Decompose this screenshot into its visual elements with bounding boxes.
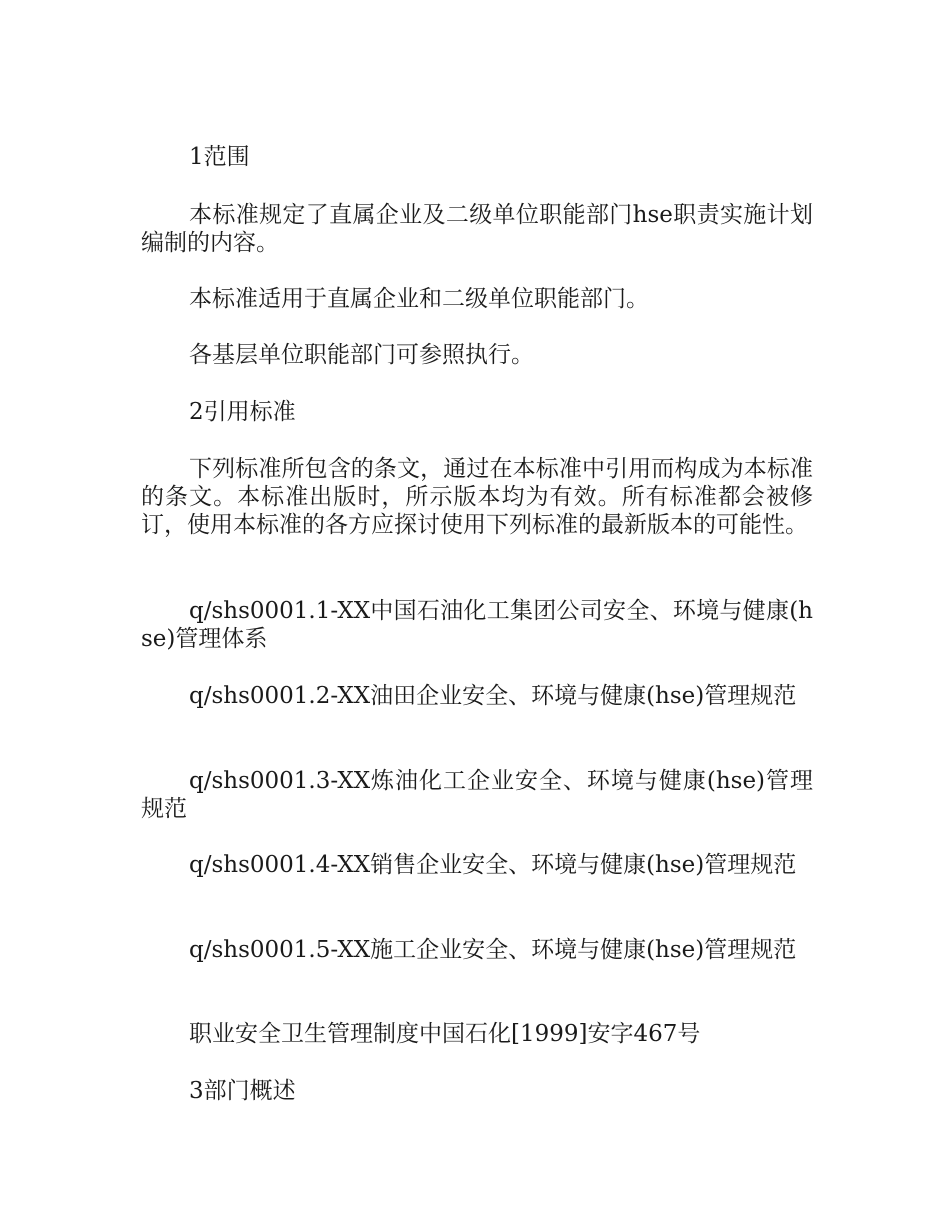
reference-item-3: q/shs0001.3-XX炼油化工企业安全、环境与健康(hse)管理规范 — [141, 768, 813, 822]
paragraph-references-intro: 下列标准所包含的条文，通过在本标准中引用而构成为本标准的条文。本标准出版时，所示版本均为有效。所有标准都会被修订，使用本标准的各方应探讨使用下列标准的最新版本的可能性。 — [141, 456, 813, 538]
reference-item-5: q/shs0001.5-XX施工企业安全、环境与健康(hse)管理规范 — [189, 937, 797, 963]
paragraph-scope-content: 本标准规定了直属企业及二级单位职能部门hse职责实施计划编制的内容。 — [141, 202, 813, 256]
reference-item-1: q/shs0001.1-XX中国石油化工集团公司安全、环境与健康(hse)管理体系 — [141, 598, 813, 652]
paragraph-scope-reference: 各基层单位职能部门可参照执行。 — [189, 342, 534, 368]
paragraph-scope-applicability: 本标准适用于直属企业和二级单位职能部门。 — [189, 286, 649, 312]
reference-item-2: q/shs0001.2-XX油田企业安全、环境与健康(hse)管理规范 — [189, 683, 797, 709]
section-heading-scope: 1范围 — [189, 144, 250, 170]
section-heading-overview: 3部门概述 — [189, 1078, 296, 1104]
section-heading-references: 2引用标准 — [189, 399, 296, 425]
reference-item-6: 职业安全卫生管理制度中国石化[1999]安字467号 — [189, 1021, 701, 1047]
reference-item-4: q/shs0001.4-XX销售企业安全、环境与健康(hse)管理规范 — [189, 852, 797, 878]
